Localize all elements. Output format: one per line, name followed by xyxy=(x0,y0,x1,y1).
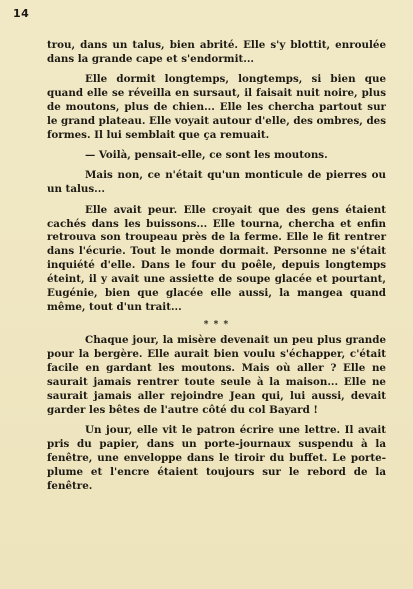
paragraph-7: Un jour, elle vit le patron écrire une lettre. Il avait pris du papier, dans un porte-journaux suspendu à la fenêtre, une enveloppe dans le tiroir du buffet. Le porte-plume et l'encre étaient toujours sur le rebord de la fenêtre. xyxy=(47,424,386,492)
section-separator: * * * xyxy=(203,320,230,331)
body-text xyxy=(47,39,386,500)
page-number: 14 xyxy=(13,7,30,20)
paragraph-2: Elle dormit longtemps, longtemps, si bien que quand elle se réveilla en sursaut, il faisait nuit noire, plus de moutons, plus de chien... Elle les chercha partout sur le grand plateau. Elle voyait autour d'elle, des ombres, des formes. Il lui semblait que ça remuait. xyxy=(47,73,386,141)
paragraph-5: Elle avait peur. Elle croyait que des gens étaient cachés dans les buissons... Elle tourna, chercha et enfin retrouva son troupeau près de la ferme. Elle le fit rentrer dans l'écurie. Tout le monde dormait. Personne ne s'était inquiété d'elle. Dans le four du poêle, depuis longtemps éteint, il y avait une assiette de soupe glacée et pourtant, Eugénie, bien que glacée elle aussi, la mangea quand même, tout d'un trait... xyxy=(47,203,386,313)
paragraph-4: Mais non, ce n'était qu'un monticule de pierres ou un talus... xyxy=(47,169,386,196)
paragraph-1: trou, dans un talus, bien abrité. Elle s'y blottit, enroulée dans la grande cape et s'endormit... xyxy=(47,39,386,65)
paragraph-3: — Voilà, pensait-elle, ce sont les moutons. xyxy=(85,149,328,162)
paragraph-6: Chaque jour, la misère devenait un peu plus grande pour la bergère. Elle aurait bien voulu s'échapper, c'était facile en gardant les moutons. Mais où aller ? Elle ne saurait jamais rentrer toute seule à la maison... Elle ne saurait jamais aller rejoindre Jean qui, lui aussi, devait garder les bêtes de l'autre côté du col Bayard ! xyxy=(47,334,386,416)
